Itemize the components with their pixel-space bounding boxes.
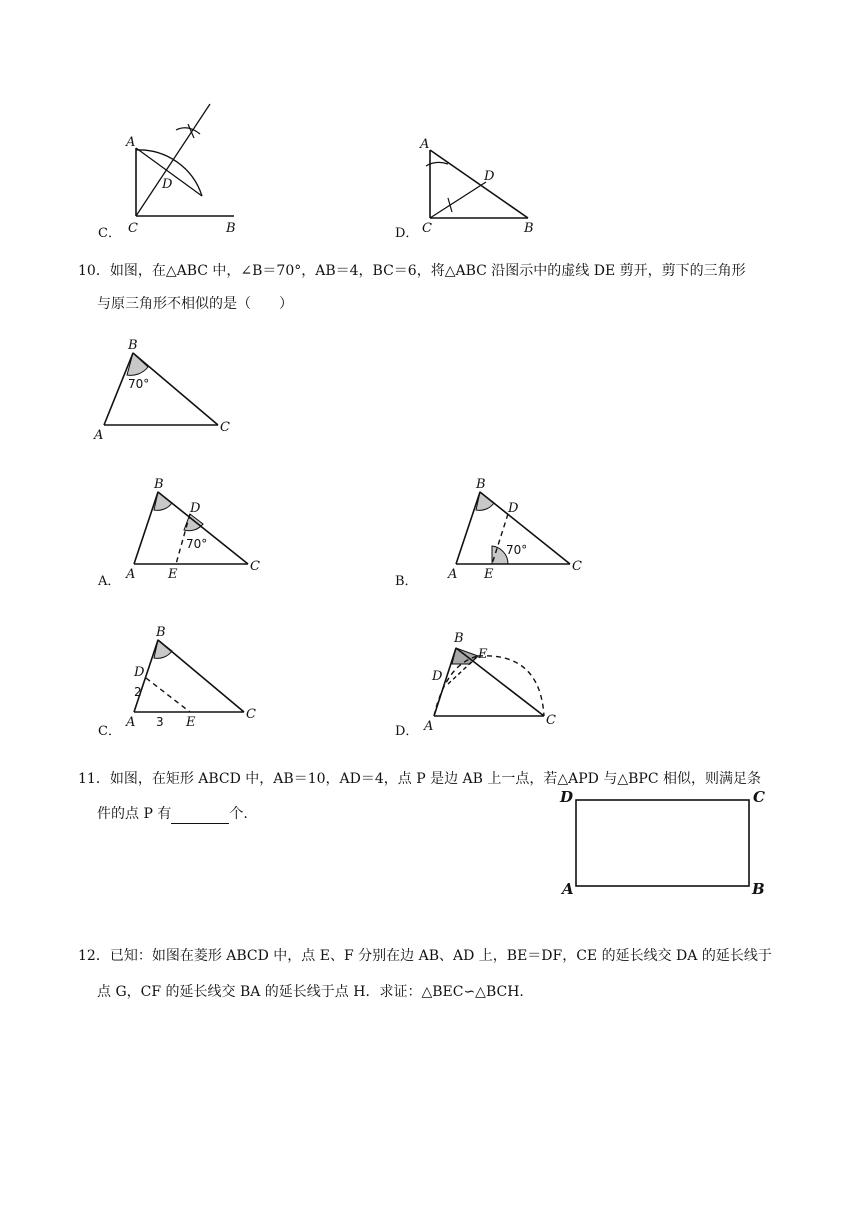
q11-text-suffix: 个. — [229, 806, 248, 822]
point-label-b: B — [476, 477, 486, 492]
q11-text-line2 — [97, 804, 248, 824]
point-label-d: D — [432, 669, 443, 684]
figure-q10-option-c — [118, 620, 278, 734]
angle-e-label: 70° — [506, 543, 528, 557]
point-label-d: D — [560, 788, 574, 806]
figure-q10-triangle — [90, 335, 250, 445]
option-d-label: D． — [395, 226, 419, 241]
point-label-c: C — [128, 221, 138, 236]
point-label-a: A — [448, 567, 458, 582]
option-c-label: C． — [98, 226, 121, 241]
point-label-d: D — [134, 665, 145, 680]
figure-q10-option-a — [118, 472, 278, 584]
point-label-a: A — [424, 719, 434, 734]
figure-q11-rectangle — [556, 786, 772, 900]
point-label-a: A — [420, 137, 430, 152]
figure-option-d-construction — [414, 130, 554, 240]
angle-b-label: 70° — [128, 377, 150, 391]
segment-ad-length: 2 — [134, 685, 142, 699]
point-label-b: B — [226, 221, 236, 236]
point-label-c: C — [250, 559, 260, 574]
point-label-a: A — [126, 715, 136, 730]
q12-text-line2: 点 G，CF 的延长线交 BA 的延长线于点 H．求证：△BEC∽△BCH. — [97, 984, 524, 1000]
point-label-a: A — [562, 880, 574, 898]
point-label-e: E — [168, 567, 178, 582]
figure-q10-option-d — [420, 626, 580, 736]
q10-text-line2: 与原三角形不相似的是（ ） — [97, 296, 293, 312]
q10-text-line1: 10．如图，在△ABC 中，∠B＝70°，AB＝4，BC＝6，将△ABC 沿图示中的虚线 DE 剪开，剪下的三角形 — [78, 263, 746, 279]
q10-option-c-label: C． — [98, 724, 121, 739]
q10-option-d-label: D． — [395, 724, 419, 739]
point-label-c: C — [753, 788, 765, 806]
point-label-c: C — [220, 420, 230, 435]
point-label-b: B — [524, 221, 534, 236]
point-label-c: C — [422, 221, 432, 236]
q12-text-line1: 12．已知：如图在菱形 ABCD 中，点 E、F 分别在边 AB、AD 上，BE＝DF，CE 的延长线交 DA 的延长线于 — [78, 948, 772, 964]
point-label-d: D — [508, 501, 519, 516]
point-label-c: C — [546, 713, 556, 728]
angle-d-label: 70° — [186, 537, 208, 551]
q11-text-line1: 11．如图，在矩形 ABCD 中，AB＝10，AD＝4，点 P 是边 AB 上一点，若△APD 与△BPC 相似，则满足条 — [78, 771, 761, 787]
point-label-c: C — [572, 559, 582, 574]
point-label-a: A — [126, 135, 136, 150]
point-label-e: E — [186, 715, 196, 730]
point-label-d: D — [162, 177, 173, 192]
figure-q10-option-b — [440, 472, 600, 584]
segment-ae-length: 3 — [156, 715, 164, 729]
q10-option-a-label: A． — [98, 574, 121, 589]
q10-option-b-label: B． — [395, 574, 418, 589]
point-label-b: B — [752, 880, 765, 898]
point-label-b: B — [156, 625, 166, 640]
point-label-b: B — [154, 477, 164, 492]
point-label-a: A — [94, 428, 104, 443]
point-label-c: C — [246, 707, 256, 722]
point-label-b: B — [128, 338, 138, 353]
answer-blank — [171, 809, 229, 824]
point-label-e: E — [484, 567, 494, 582]
point-label-b: B — [454, 631, 464, 646]
point-label-d: D — [190, 501, 201, 516]
point-label-e: E — [478, 647, 488, 662]
point-label-a: A — [126, 567, 136, 582]
q11-text-prefix: 件的点 P 有 — [97, 806, 172, 822]
figure-option-c-construction — [118, 100, 258, 240]
point-label-d: D — [484, 169, 495, 184]
